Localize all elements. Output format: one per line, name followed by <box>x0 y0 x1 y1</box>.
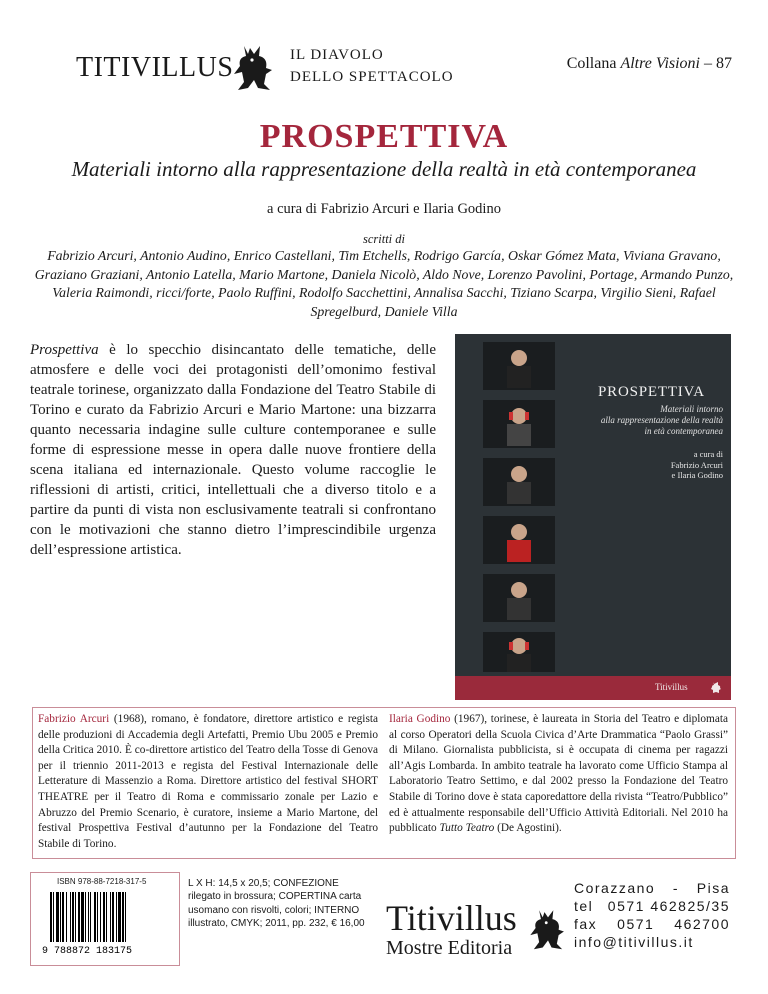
authors-label: scritti di <box>362 232 406 246</box>
brand-subtitle: IL DIAVOLO DELLO SPETTACOLO <box>290 47 454 85</box>
barcode-bar <box>88 892 89 942</box>
barcode-bar <box>66 892 67 942</box>
publisher-name: Titivillus <box>386 898 517 938</box>
publisher-subtitle: Mostre Editoria <box>386 937 513 959</box>
contact-email[interactable]: info@titivillus.it <box>574 934 694 950</box>
barcode-bar <box>78 892 80 942</box>
book-cover-image <box>455 334 731 700</box>
barcode-bar <box>50 892 52 942</box>
barcode-bar <box>90 892 91 942</box>
cover-photos <box>455 334 605 700</box>
barcode-bar <box>122 892 124 942</box>
barcode-bar <box>103 892 105 942</box>
authors-list: Fabrizio Arcuri, Antonio Audino, Enrico Castellani, Tim Etchells, Rodrigo García, Oskar Gómez Mata, Viviana Gravano, Graziano Graziani, Antonio Latella, Mario Martone, Daniela Nicolò, Aldo Nove, Lorenzo Pavolini, Portage, Armando Punzo, Valeria Raimondi, ricci/forte, Paolo Ruffini, Rodolfo Sacchettini, Annalisa Sacchi, Tiziano Scarpa, Virgilio Sieni, Rafael Spregelburd, Daniele Villa <box>34 248 734 319</box>
barcode-bar <box>85 892 86 942</box>
barcode-bar <box>72 892 74 942</box>
bio-fabrizio-arcuri: Fabrizio Arcuri (1968), romano, è fondatore, direttore artistico e regista delle produzioni di Accademia degli Artefatti, Premio Ubu 2005 e Premio della Critica 2010. È co-direttore artistico del Teatro della Tosse di Genova per il triennio 2011-2013 e regista del Festival Internazionale delle Letterature di Massenzio a Roma. Direttore artistico del festival SHORT THEATRE per il Teatro di Roma e commissario zonale per Lazio e Abruzzo del Premio Scenario, è curatore, insieme a Mario Martone, del festival Prospettiva Festival d’autunno per la Fondazione del Teatro Stabile di Torino. <box>38 713 378 850</box>
book-specs: L X H: 14,5 x 20,5; CONFEZIONE rilegato in brossura; COPERTINA carta usomano con risvolti, colori; INTERNO illustrato, CMYK; 2011, pp. 232, € 16,00 <box>188 878 365 930</box>
barcode-bar <box>70 892 71 942</box>
book-description: Prospettiva è lo specchio disincantato delle tematiche, delle atmosfere e delle voci dei protagonisti dell’omonimo festival teatrale torinese, organizzato dalla Fondazione del Teatro Stabile di Torino e curato da Fabrizio Arcuri e Mario Martone: una bizzarra quanto necessaria indagine sulle culture contemporanee e sulle forme di espressione messe in opera dalle nuove frontiere della scena italiana ed internazionale. Questo volume raccoglie le riflessioni di artisti, critici, intellettuali che a diverso titolo e a partire da punti di vista non esclusivamente teatrali si confrontano con le motivazioni che stanno dietro l’imprescindibile urgenza dell’espressione artistica. <box>30 342 436 558</box>
devil-logo-icon <box>230 40 278 92</box>
contact-fax: fax 0571 462700 <box>574 916 730 932</box>
book-subtitle: Materiali intorno alla rappresentazione della realtà in età contemporanea <box>71 157 697 181</box>
barcode-bar <box>110 892 111 942</box>
barcode-digits: 9 788872 183175 <box>42 946 133 954</box>
cover-devil-icon <box>709 680 723 694</box>
curators: a cura di Fabrizio Arcuri e Ilaria Godino <box>267 201 501 217</box>
cover-brand: Titivillus <box>655 682 688 692</box>
bio-ilaria-godino: Ilaria Godino (1967), torinese, è laureata in Storia del Teatro e diplomata al corso Operatori della Scuola Civica d’Arte Drammatica “Paolo Grassi” di Milano. Giornalista pubblicista, si è occupata di cinema per ragazzi all’Agis Lombarda. In ambito teatrale ha lavorato come Ufficio Stampa al Laboratorio Teatro Settimo, e dal 2002 presso la Fondazione del Teatro Stabile di Torino dove è stata caporedattore della rivista “Teatro/Pubblico” ed è attualmente responsabile dell’Ufficio Attività Editoriali. Nel 2010 ha pubblicato Tutto Teatro (De Agostini). <box>389 713 729 835</box>
barcode-bar <box>81 892 84 942</box>
barcode-bar <box>112 892 114 942</box>
barcode-bar <box>97 892 98 942</box>
contact-address: Corazzano - Pisa <box>574 880 730 896</box>
barcode <box>42 890 172 954</box>
barcode-bar <box>125 892 126 942</box>
barcode-bar <box>62 892 64 942</box>
book-title: PROSPETTIVA <box>259 118 509 155</box>
publisher-devil-icon <box>526 905 570 951</box>
cover-subtitle: Materiali intorno alla rappresentazione della realtà in età contemporanea <box>600 404 723 436</box>
contact-tel: tel 0571 462825/35 <box>574 898 730 914</box>
brand-logo-text: TITIVILLUS <box>76 52 234 83</box>
barcode-bar <box>94 892 96 942</box>
cover-curators: a cura di Fabrizio Arcuri e Ilaria Godino <box>670 449 723 480</box>
barcode-bar <box>75 892 76 942</box>
cover-title: PROSPETTIVA <box>598 384 705 400</box>
cover-band <box>455 676 731 700</box>
barcode-bar <box>100 892 101 942</box>
barcode-bar <box>60 892 61 942</box>
barcode-bar <box>56 892 59 942</box>
barcode-bar <box>116 892 117 942</box>
contact-block <box>574 879 730 951</box>
barcode-bar <box>118 892 121 942</box>
isbn-label: ISBN 978-88-7218-317-5 <box>57 877 147 886</box>
series-label: Collana Altre Visioni – 87 <box>566 55 732 72</box>
barcode-bar <box>106 892 107 942</box>
barcode-bar <box>53 892 54 942</box>
